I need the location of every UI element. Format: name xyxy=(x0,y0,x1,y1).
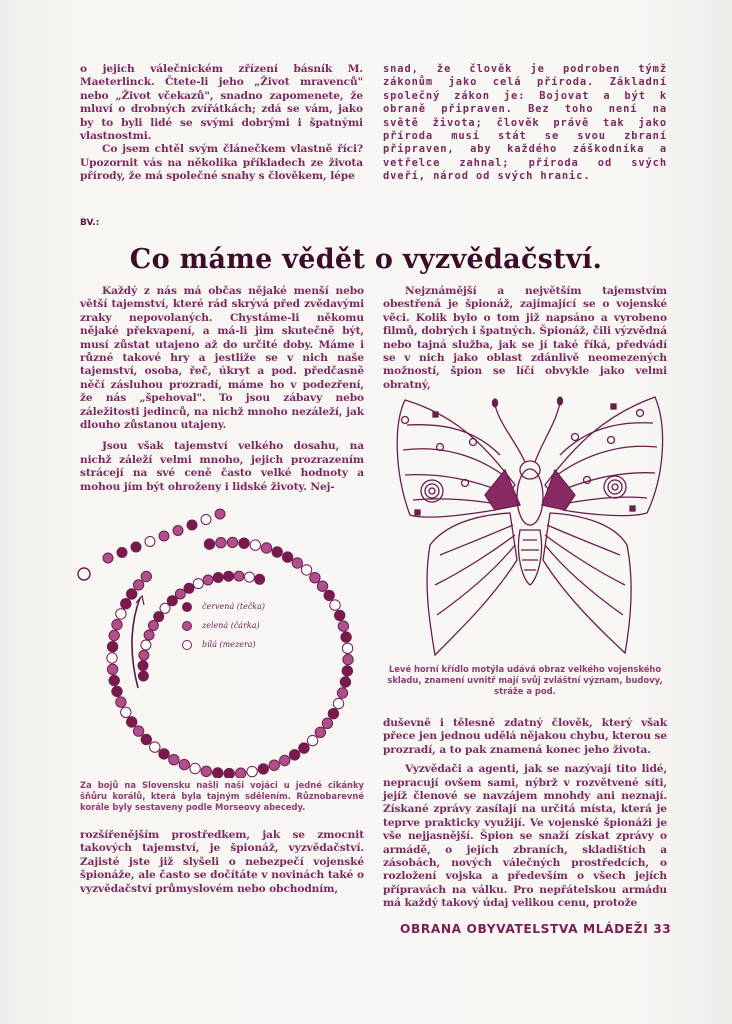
article-left-column-top xyxy=(80,285,364,494)
article-left-column-bottom xyxy=(80,829,364,896)
paragraph: o jejich válečnickém zřízení básník M. Maeterlinck. Čtete-li jeho „Život mravenců" nebo „Život včekazů", snadno zapomenete, že mluví o drobných zvířátkách; zdá se vám, jako by to byli lidé se svými dobrými i špatnými vlastnostmi. xyxy=(80,63,363,143)
continued-text-right xyxy=(383,63,667,184)
legend-item-red: červená (tečka) xyxy=(182,597,265,616)
paragraph: snad, že člověk je podroben týmž zákonům jako celá příroda. Základní společný zákon je: Bojovat a být k obraně připraven. Bez toho není na světě života; člověk právě tak jako příroda musí stát se svou zbraní připraven, aby každého záškodníka a vetřelce zahnal; příroda od svých dveří, národ od svých hranic. xyxy=(383,63,667,183)
article-right-column-top xyxy=(383,285,667,392)
paragraph: Nejznámější a největším tajemstvím obestřená je špionáž, zajímající se o vojenské věci. Kolik bylo o tom již napsáno a vyrobeno filmů, dobrých i špatných. Špionáž, čili výzvědná nebo tajná služba, jak se jí také říká, předvádí se v nich jako oblast zdánlivě neomezených možností, špion se líčí obvykle jako velmi obratný, xyxy=(383,285,667,391)
paragraph: Vyzvědači a agenti, jak se nazývají tito lidé, nepracují ovšem sami, nýbrž v rozvětvené síti, jejíž členové se navzájem mnohdy ani neznají. Získané zprávy zasílají na určitá místa, která je teprve prakticky využijí. Ve vojenské špionáži je vše nejjasnější. Špion se snaží získat zprávy o armádě, o jejích zbraních, skladištích a zásobách, nových válečných prostředcích, o rozložení vojska a především o všech jejích přípravách na válku. Pro nepřátelskou armádu má každý takový údaj velikou cenu, protože xyxy=(383,763,667,910)
legend-item-green: zelená (čárka) xyxy=(182,616,265,635)
paragraph: duševně i tělesně zdatný člověk, který však přece jen jednou udělá nějakou chybu, kterou se prozradí, a to pak znamená konec jeho života. xyxy=(383,717,667,756)
butterfly-map-figure xyxy=(385,385,675,665)
author-byline: BV.: xyxy=(80,218,100,228)
green-bead-icon xyxy=(182,621,192,631)
page-footer xyxy=(400,922,671,936)
beads-caption: Za bojů na Slovensku našli naši vojáci u jedné cikánky šňůru korálů, která byla tajným sdělením. Různobarevné korále byly sestaveny podle Morseovy abecedy. xyxy=(80,780,364,812)
publication-name: OBRANA OBYVATELSTVA MLÁDEŽI xyxy=(400,922,649,936)
article-title: Co máme vědět o vyzvědačství. xyxy=(129,244,603,275)
paragraph: rozšířenějším prostředkem, jak se zmocnit takových tajemství, je špionáž, vyzvědačství. Zajisté jste již slyšeli o nebezpečí vojenské špionáže, ale často se dočítáte v novinách také o vyzvědačství průmyslovém nebo obchodním, xyxy=(80,829,364,895)
butterfly-illustration xyxy=(385,385,675,665)
legend-item-white: bílá (mezera) xyxy=(182,635,265,654)
morse-bead-necklace-figure xyxy=(70,508,370,778)
paragraph: Každý z nás má občas nějaké menší nebo větší tajemství, které rád skrývá před zvědavými zraky nepovolaných. Chystáme-li někomu nějaké překvapení, a má-li jim skutečně být, musí zůstat utajeno až do určité doby. Máme i různé takové hry a jestliže se v nich naše tajemství, osoba, řeč, úkryt a pod. předčasně něčí zásluhou prozradí, máme ho v podezření, že nás „špehoval". To jsou zábavy nebo záležitosti jedinců, na nichž mnoho nezáleží, jak dlouho zůstanou utajeny. xyxy=(80,285,364,432)
page-number: 33 xyxy=(653,922,672,936)
article-right-column-bottom xyxy=(383,717,667,911)
red-bead-icon xyxy=(182,602,192,612)
bead-legend xyxy=(182,597,265,654)
white-bead-icon xyxy=(182,640,192,650)
paragraph: Jsou však tajemství velkého dosahu, na nichž záleží velmi mnoho, jejich prozrazením strácejí na své ceně často velké hodnoty a mohou jím být ohroženy i lidské životy. Nej- xyxy=(80,440,364,493)
butterfly-caption: Levé horní křídlo motýla udává obraz velkého vojenského skladu, znamení uvnitř mají svůj zvláštní význam, budovy, stráže a pod. xyxy=(387,664,663,696)
continued-text-left xyxy=(80,63,363,184)
paragraph: Co jsem chtěl svým článečkem vlastně říci? Upozornit vás na několika příkladech ze života přírody, že má společné snahy s člověkem, lépe xyxy=(80,143,363,183)
